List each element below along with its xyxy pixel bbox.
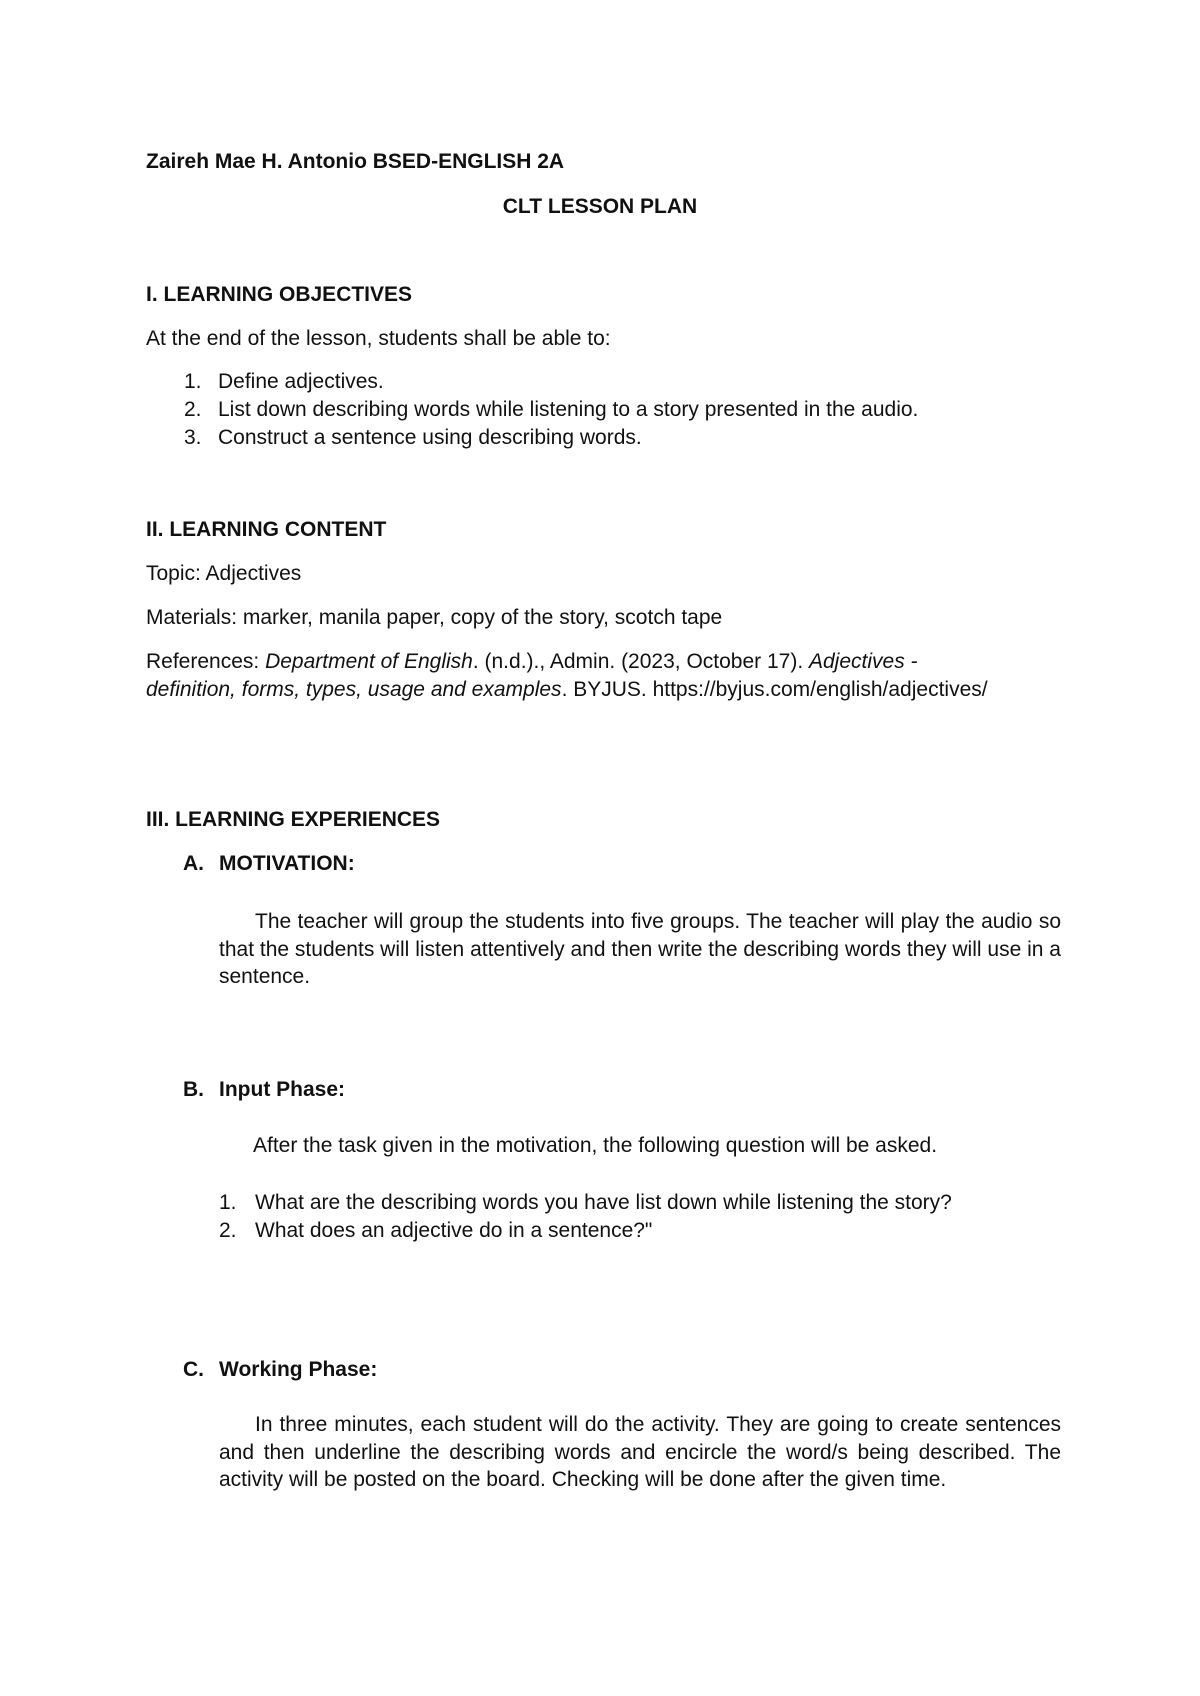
objectives-heading: I. LEARNING OBJECTIVES <box>146 283 413 306</box>
list-item <box>219 1217 1061 1245</box>
section-letter: B. <box>183 1078 204 1101</box>
materials-line: Materials: marker, manila paper, copy of the story, scotch tape <box>146 606 723 629</box>
list-item <box>219 1189 1061 1217</box>
reference-title-part-2: definition, forms, types, usage and examples <box>146 678 562 701</box>
list-text: What does an adjective do in a sentence?" <box>255 1218 653 1242</box>
content-heading: II. LEARNING CONTENT <box>146 518 387 541</box>
reference-middle: . (n.d.)., Admin. (2023, October 17). <box>472 650 809 673</box>
list-number: 1. <box>219 1191 237 1214</box>
list-number: 1. <box>184 370 202 393</box>
list-text: Construct a sentence using describing words. <box>218 426 642 449</box>
section-label: Input Phase: <box>219 1078 346 1101</box>
working-phase-heading <box>183 1356 583 1386</box>
experiences-heading: III. LEARNING EXPERIENCES <box>146 808 441 831</box>
input-phase-intro: After the task given in the motivation, the following question will be asked. <box>253 1134 938 1157</box>
references-label: References: <box>146 650 266 673</box>
list-number: 3. <box>184 426 202 449</box>
list-text: List down describing words while listening to a story presented in the audio. <box>218 398 919 421</box>
section-label: Working Phase: <box>219 1358 378 1381</box>
reference-author: Department of English <box>265 650 473 673</box>
motivation-heading <box>183 850 583 880</box>
references-line-1 <box>146 648 918 676</box>
reference-title-part-1: Adjectives - <box>809 650 918 673</box>
list-number: 2. <box>219 1218 237 1242</box>
section-letter: C. <box>183 1358 204 1381</box>
references-line-2 <box>146 676 988 704</box>
topic-line: Topic: Adjectives <box>146 562 302 585</box>
motivation-paragraph: The teacher will group the students into five groups. The teacher will play the audio so that the students will listen attentively and then write the describing words they will use in a sentence. <box>219 910 1061 989</box>
document-title: CLT LESSON PLAN <box>502 195 698 218</box>
reference-tail: . BYJUS. https://byjus.com/english/adjectives/ <box>561 678 988 701</box>
list-number: 2. <box>184 398 202 421</box>
section-letter: A. <box>183 852 204 875</box>
section-label: MOTIVATION: <box>219 852 355 875</box>
questions-list <box>219 1189 1061 1244</box>
working-phase-paragraph: In three minutes, each student will do the activity. They are going to create sentences and then underline the describing words and encircle the word/s being described. The activity will be posted on the board. Checking will be done after the given time. <box>219 1413 1061 1492</box>
objectives-intro: At the end of the lesson, students shall be able to: <box>146 327 611 350</box>
list-text: What are the describing words you have list down while listening the story? <box>255 1191 952 1214</box>
author-line: Zaireh Mae H. Antonio BSED-ENGLISH 2A <box>146 150 565 173</box>
list-text: Define adjectives. <box>218 370 384 393</box>
input-phase-heading <box>183 1076 583 1106</box>
